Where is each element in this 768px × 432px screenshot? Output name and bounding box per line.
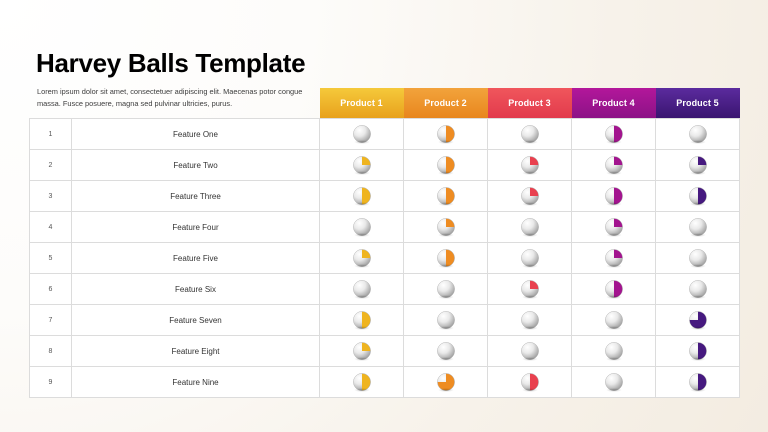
ball-shadow	[354, 326, 370, 330]
harvey-ball-icon	[437, 156, 455, 174]
harvey-ball-cell[interactable]	[656, 336, 740, 367]
ball-shadow	[606, 264, 622, 268]
harvey-ball-icon	[521, 156, 539, 174]
row-number: 4	[30, 212, 72, 243]
ball-shadow	[690, 295, 706, 299]
harvey-ball-cell[interactable]	[404, 305, 488, 336]
ball-shadow	[354, 357, 370, 361]
header-product-3[interactable]: Product 3	[488, 88, 572, 119]
feature-label: Feature Four	[72, 212, 320, 243]
ball-shadow	[522, 233, 538, 237]
row-number: 2	[30, 150, 72, 181]
ball-shadow	[354, 140, 370, 144]
ball-shadow	[690, 140, 706, 144]
harvey-ball-icon	[521, 280, 539, 298]
row-number: 1	[30, 119, 72, 150]
harvey-ball-cell[interactable]	[656, 181, 740, 212]
harvey-ball-cell[interactable]	[572, 243, 656, 274]
harvey-ball-cell[interactable]	[320, 274, 404, 305]
harvey-ball-cell[interactable]	[572, 212, 656, 243]
feature-label: Feature Two	[72, 150, 320, 181]
harvey-ball-icon	[437, 125, 455, 143]
harvey-ball-cell[interactable]	[320, 243, 404, 274]
ball-shadow	[354, 264, 370, 268]
harvey-ball-cell[interactable]	[488, 336, 572, 367]
row-number: 5	[30, 243, 72, 274]
harvey-ball-icon	[605, 249, 623, 267]
harvey-ball-icon	[437, 311, 455, 329]
harvey-ball-icon	[605, 373, 623, 391]
ball-shadow	[606, 171, 622, 175]
table-row	[30, 336, 740, 367]
harvey-ball-icon	[605, 311, 623, 329]
ball-shadow	[606, 357, 622, 361]
harvey-ball-icon	[605, 125, 623, 143]
feature-label: Feature Nine	[72, 367, 320, 398]
row-number: 3	[30, 181, 72, 212]
harvey-ball-icon	[521, 311, 539, 329]
harvey-ball-icon	[689, 156, 707, 174]
harvey-ball-cell[interactable]	[404, 150, 488, 181]
ball-shadow	[438, 202, 454, 206]
harvey-ball-cell[interactable]	[572, 305, 656, 336]
harvey-ball-icon	[353, 280, 371, 298]
harvey-ball-cell[interactable]	[656, 305, 740, 336]
harvey-ball-cell[interactable]	[320, 212, 404, 243]
harvey-ball-icon	[605, 280, 623, 298]
harvey-ball-icon	[437, 280, 455, 298]
harvey-ball-cell[interactable]	[320, 367, 404, 398]
feature-label: Feature Six	[72, 274, 320, 305]
table-row	[30, 274, 740, 305]
harvey-ball-cell[interactable]	[488, 305, 572, 336]
ball-shadow	[606, 202, 622, 206]
feature-label: Feature Three	[72, 181, 320, 212]
harvey-ball-icon	[437, 187, 455, 205]
ball-shadow	[690, 171, 706, 175]
harvey-ball-cell[interactable]	[320, 181, 404, 212]
ball-shadow	[690, 326, 706, 330]
harvey-ball-cell[interactable]	[488, 119, 572, 150]
harvey-ball-icon	[689, 249, 707, 267]
feature-label: Feature Eight	[72, 336, 320, 367]
ball-shadow	[354, 295, 370, 299]
harvey-ball-icon	[353, 156, 371, 174]
ball-shadow	[606, 388, 622, 392]
harvey-ball-cell[interactable]	[404, 119, 488, 150]
ball-shadow	[438, 264, 454, 268]
harvey-ball-icon	[353, 373, 371, 391]
ball-shadow	[522, 202, 538, 206]
harvey-ball-icon	[521, 342, 539, 360]
ball-shadow	[690, 357, 706, 361]
ball-shadow	[690, 388, 706, 392]
ball-shadow	[438, 171, 454, 175]
ball-shadow	[354, 171, 370, 175]
harvey-ball-cell[interactable]	[572, 119, 656, 150]
harvey-ball-cell[interactable]	[404, 274, 488, 305]
harvey-ball-icon	[521, 373, 539, 391]
harvey-ball-icon	[353, 187, 371, 205]
row-number: 8	[30, 336, 72, 367]
harvey-ball-icon	[353, 218, 371, 236]
table-row	[30, 212, 740, 243]
ball-shadow	[522, 264, 538, 268]
harvey-ball-cell[interactable]	[488, 243, 572, 274]
ball-shadow	[522, 357, 538, 361]
row-number: 9	[30, 367, 72, 398]
harvey-ball-icon	[437, 218, 455, 236]
harvey-ball-cell[interactable]	[404, 181, 488, 212]
table-row	[30, 119, 740, 150]
ball-shadow	[690, 233, 706, 237]
harvey-ball-cell[interactable]	[572, 150, 656, 181]
harvey-ball-cell[interactable]	[572, 274, 656, 305]
row-number: 7	[30, 305, 72, 336]
harvey-ball-icon	[689, 280, 707, 298]
harvey-ball-cell[interactable]	[404, 212, 488, 243]
harvey-ball-cell[interactable]	[488, 274, 572, 305]
page-title: Harvey Balls Template	[36, 48, 306, 78]
harvey-ball-icon	[689, 187, 707, 205]
page-subtitle: Lorem ipsum dolor sit amet, consectetuer adipiscing elit. Maecenas potor congue massa. Fusce posuere, magna sed pulvinar ultricies, purus.	[37, 87, 303, 109]
header-product-4[interactable]: Product 4	[572, 88, 656, 119]
harvey-ball-cell[interactable]	[320, 150, 404, 181]
harvey-ball-icon	[689, 218, 707, 236]
ball-shadow	[438, 388, 454, 392]
table-row	[30, 150, 740, 181]
harvey-ball-cell[interactable]	[656, 367, 740, 398]
feature-label: Feature Five	[72, 243, 320, 274]
harvey-ball-cell[interactable]	[404, 243, 488, 274]
ball-shadow	[438, 295, 454, 299]
ball-shadow	[690, 264, 706, 268]
ball-shadow	[438, 357, 454, 361]
ball-shadow	[438, 233, 454, 237]
header-product-2[interactable]: Product 2	[404, 88, 488, 119]
header-product-5[interactable]: Product 5	[656, 88, 740, 119]
ball-shadow	[606, 233, 622, 237]
ball-shadow	[354, 202, 370, 206]
harvey-ball-icon	[521, 187, 539, 205]
row-number: 6	[30, 274, 72, 305]
table-row	[30, 305, 740, 336]
ball-shadow	[354, 233, 370, 237]
ball-shadow	[354, 388, 370, 392]
harvey-ball-icon	[437, 373, 455, 391]
harvey-ball-icon	[521, 249, 539, 267]
harvey-ball-cell[interactable]	[656, 274, 740, 305]
harvey-ball-cell[interactable]	[656, 243, 740, 274]
table-row	[30, 367, 740, 398]
harvey-ball-icon	[521, 218, 539, 236]
harvey-ball-icon	[689, 311, 707, 329]
harvey-ball-icon	[605, 156, 623, 174]
harvey-ball-icon	[353, 249, 371, 267]
table-row	[30, 243, 740, 274]
harvey-ball-cell[interactable]	[404, 367, 488, 398]
harvey-ball-icon	[605, 342, 623, 360]
harvey-ball-icon	[437, 342, 455, 360]
harvey-ball-cell[interactable]	[488, 212, 572, 243]
header-blank-feature	[72, 88, 320, 119]
table-header	[30, 88, 740, 119]
harvey-ball-icon	[605, 218, 623, 236]
harvey-ball-cell[interactable]	[656, 119, 740, 150]
ball-shadow	[606, 326, 622, 330]
ball-shadow	[522, 171, 538, 175]
harvey-ball-icon	[689, 373, 707, 391]
harvey-ball-cell[interactable]	[320, 305, 404, 336]
harvey-ball-icon	[437, 249, 455, 267]
ball-shadow	[522, 326, 538, 330]
harvey-ball-cell[interactable]	[488, 150, 572, 181]
ball-shadow	[438, 140, 454, 144]
ball-shadow	[606, 295, 622, 299]
harvey-ball-cell[interactable]	[320, 119, 404, 150]
harvey-ball-icon	[521, 125, 539, 143]
ball-shadow	[522, 388, 538, 392]
harvey-ball-cell[interactable]	[656, 212, 740, 243]
harvey-ball-cell[interactable]	[488, 181, 572, 212]
header-product-1[interactable]: Product 1	[320, 88, 404, 119]
ball-shadow	[690, 202, 706, 206]
ball-shadow	[438, 326, 454, 330]
ball-shadow	[522, 295, 538, 299]
header-blank-number	[30, 88, 72, 119]
harvey-ball-icon	[353, 125, 371, 143]
harvey-ball-icon	[353, 342, 371, 360]
harvey-ball-icon	[689, 125, 707, 143]
harvey-ball-cell[interactable]	[404, 336, 488, 367]
harvey-ball-icon	[353, 311, 371, 329]
ball-shadow	[522, 140, 538, 144]
feature-label: Feature One	[72, 119, 320, 150]
harvey-ball-cell[interactable]	[572, 367, 656, 398]
harvey-ball-cell[interactable]	[656, 150, 740, 181]
ball-shadow	[606, 140, 622, 144]
harvey-balls-table	[29, 88, 739, 398]
harvey-ball-cell[interactable]	[572, 336, 656, 367]
table-body	[30, 119, 740, 398]
feature-label: Feature Seven	[72, 305, 320, 336]
harvey-ball-cell[interactable]	[572, 181, 656, 212]
harvey-ball-cell[interactable]	[488, 367, 572, 398]
harvey-ball-icon	[605, 187, 623, 205]
table-row	[30, 181, 740, 212]
harvey-ball-icon	[689, 342, 707, 360]
harvey-ball-cell[interactable]	[320, 336, 404, 367]
